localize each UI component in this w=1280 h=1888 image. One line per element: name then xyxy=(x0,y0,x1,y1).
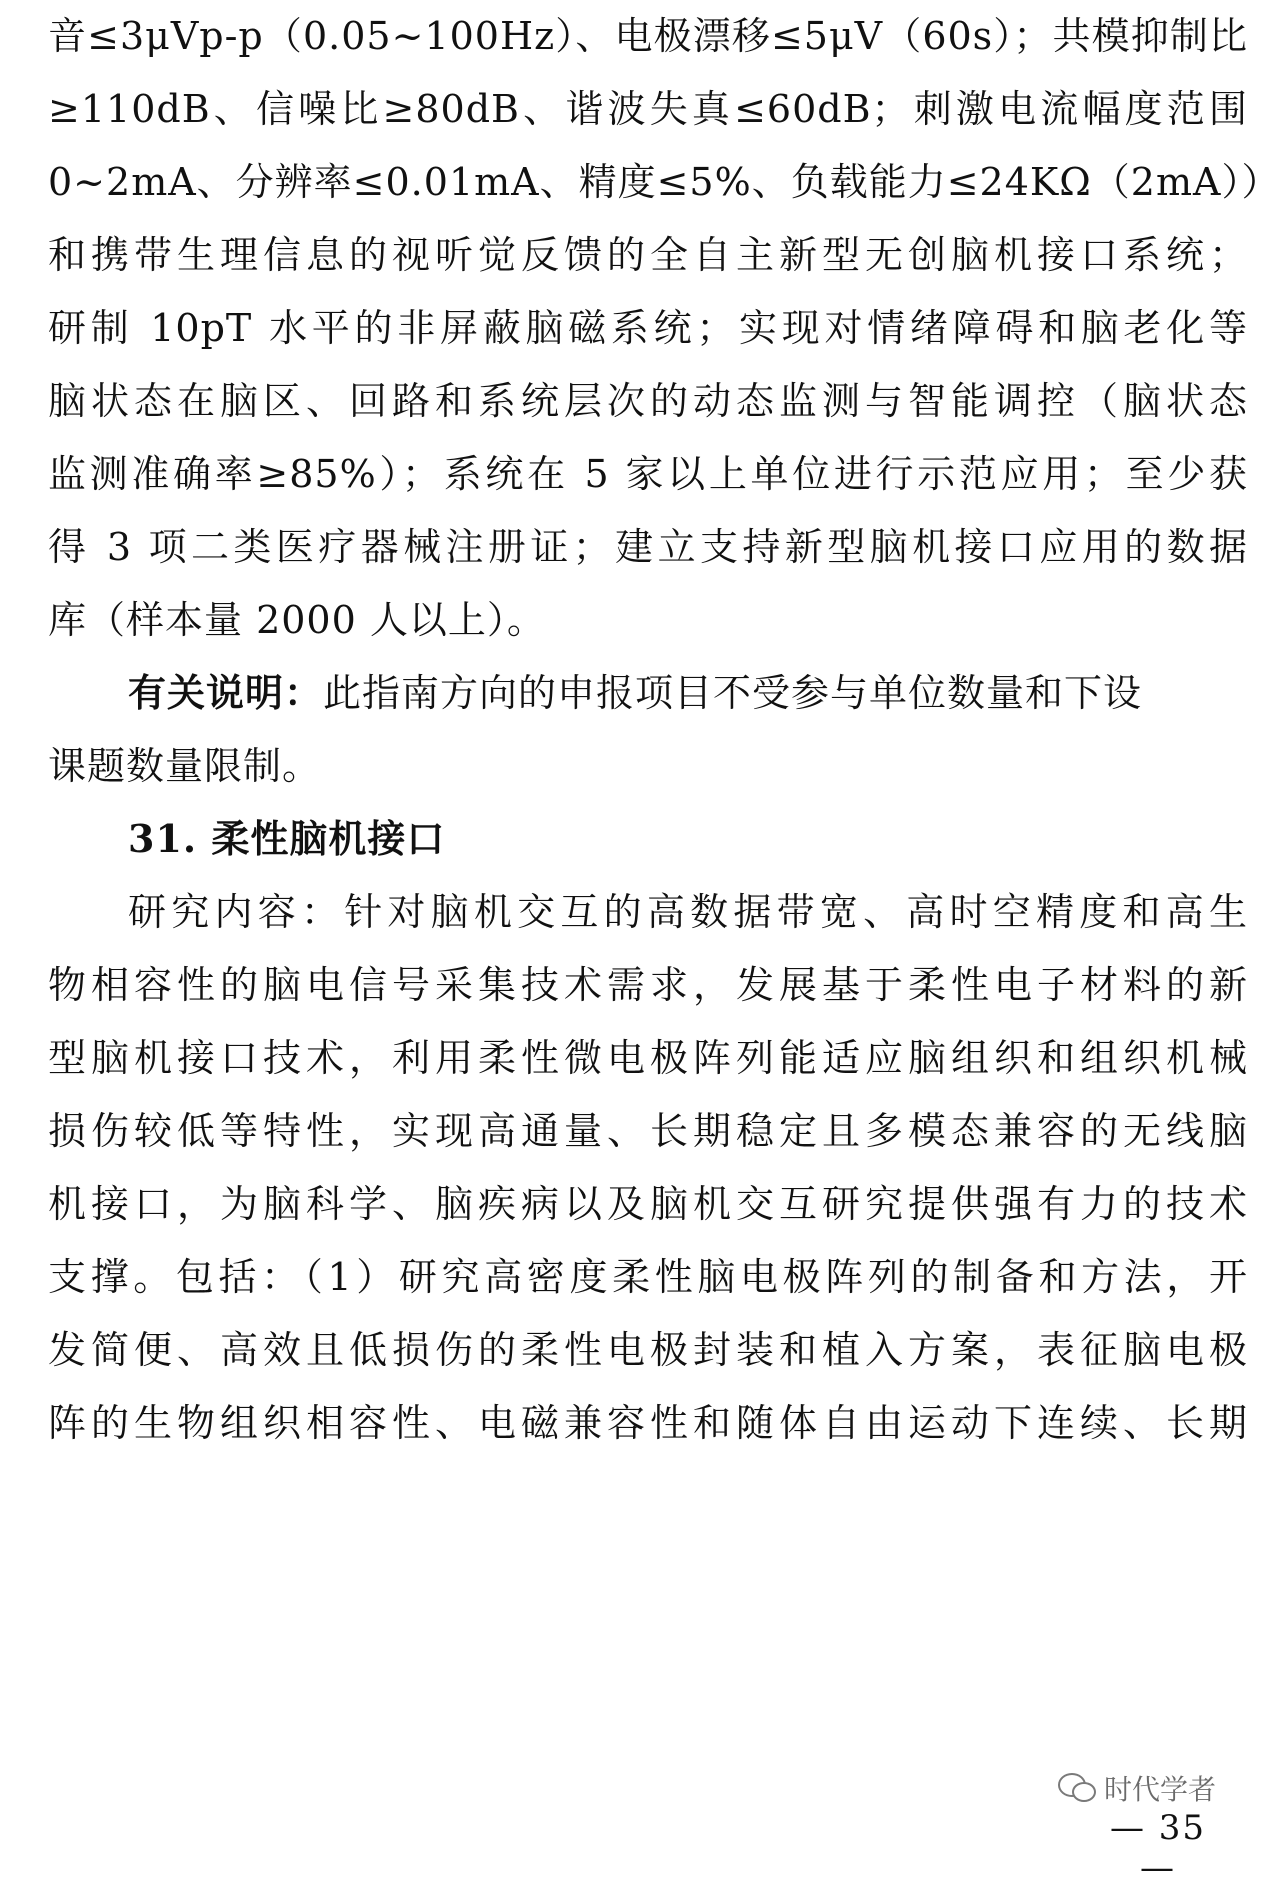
paragraph-line: 阵的生物组织相容性、电磁兼容性和随体自由运动下连续、长期 xyxy=(48,1401,1248,1445)
note-paragraph xyxy=(128,671,1248,715)
paragraph-line: 发简便、高效且低损伤的柔性电极封装和植入方案，表征脑电极 xyxy=(48,1328,1248,1372)
paragraph-line: 课题数量限制。 xyxy=(48,744,322,788)
paragraph-line: 支撑。包括：（1）研究高密度柔性脑电极阵列的制备和方法，开 xyxy=(48,1255,1248,1299)
paragraph-line: 脑状态在脑区、回路和系统层次的动态监测与智能调控（脑状态 xyxy=(48,379,1248,423)
paragraph-line: 音≤3μVp-p（0.05~100Hz）、电极漂移≤5μV（60s）；共模抑制比 xyxy=(48,14,1248,58)
paragraph-line: 0~2mA、分辨率≤0.01mA、精度≤5%、负载能力≤24KΩ（2mA）） xyxy=(48,160,1280,204)
paragraph-line: 型脑机接口技术，利用柔性微电极阵列能适应脑组织和组织机械 xyxy=(48,1036,1248,1080)
paragraph-line: 得 3 项二类医疗器械注册证；建立支持新型脑机接口应用的数据 xyxy=(48,525,1248,569)
page-number: — 35 — xyxy=(1109,1808,1207,1888)
wechat-icon xyxy=(1058,1773,1096,1803)
section-heading: 31. 柔性脑机接口 xyxy=(128,816,446,861)
paragraph-line: 损伤较低等特性，实现高通量、长期稳定且多模态兼容的无线脑 xyxy=(48,1109,1248,1153)
paragraph-line: 物相容性的脑电信号采集技术需求，发展基于柔性电子材料的新 xyxy=(48,963,1248,1007)
paragraph-line: 库（样本量 2000 人以上）。 xyxy=(48,598,546,642)
paragraph-line: 研制 10pT 水平的非屏蔽脑磁系统；实现对情绪障碍和脑老化等 xyxy=(48,306,1248,350)
paragraph-line: ≥110dB、信噪比≥80dB、谐波失真≤60dB；刺激电流幅度范围 xyxy=(48,87,1248,131)
paragraph-line: 机接口，为脑科学、脑疾病以及脑机交互研究提供强有力的技术 xyxy=(48,1182,1248,1226)
watermark-text: 时代学者 xyxy=(1104,1773,1217,1806)
watermark xyxy=(1058,1768,1216,1808)
paragraph-line: 和携带生理信息的视听觉反馈的全自主新型无创脑机接口系统； xyxy=(48,233,1248,277)
paragraph-line: 监测准确率≥85%）；系统在 5 家以上单位进行示范应用；至少获 xyxy=(48,452,1248,496)
paragraph-line: 研究内容：针对脑机交互的高数据带宽、高时空精度和高生 xyxy=(128,890,1248,934)
note-label: 有关说明： xyxy=(128,670,324,715)
note-text: 此指南方向的申报项目不受参与单位数量和下设 xyxy=(323,671,1143,715)
